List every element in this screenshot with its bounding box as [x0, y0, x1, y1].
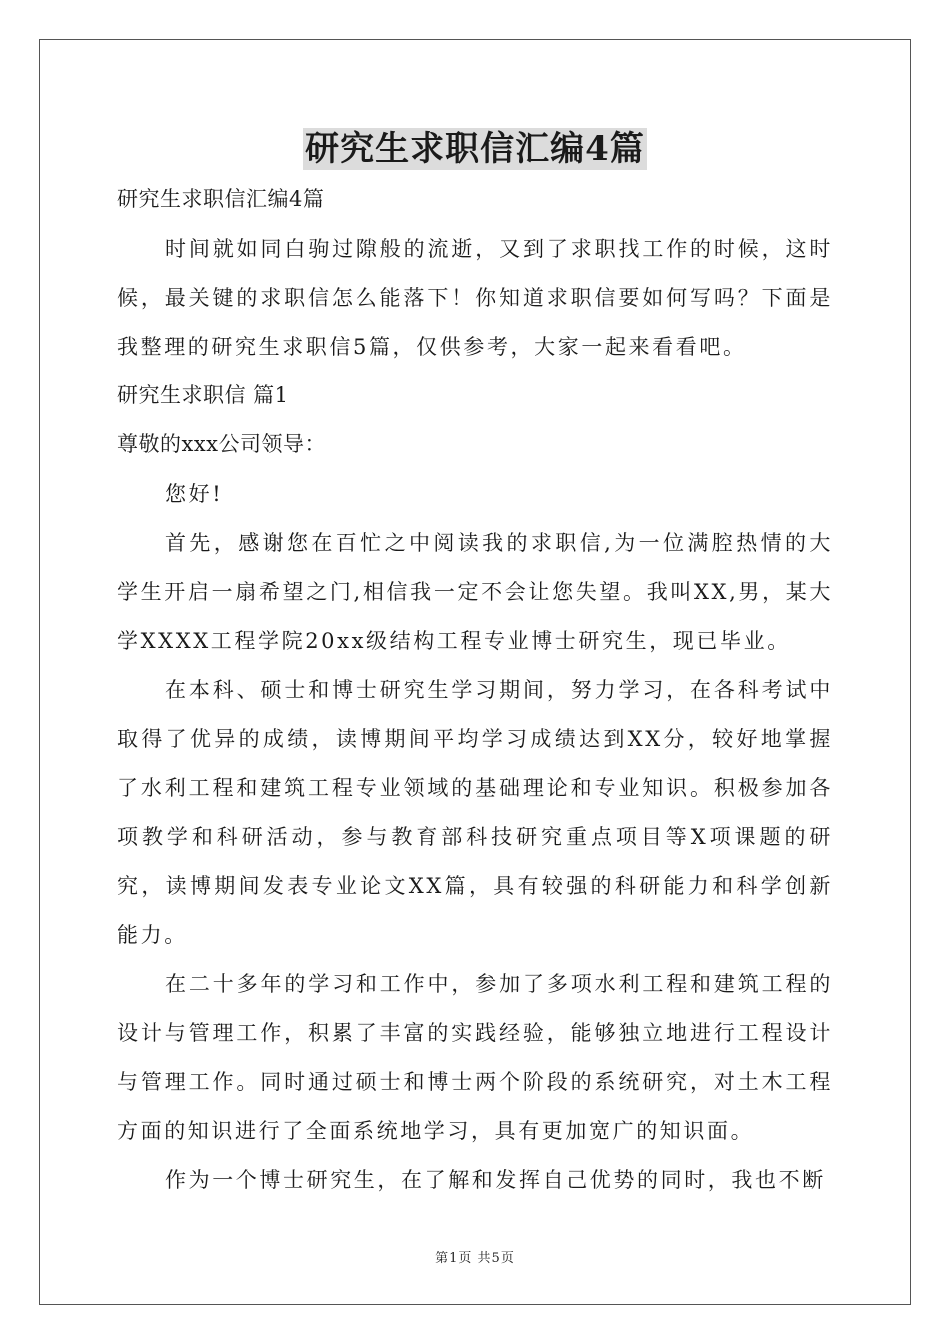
salutation: 尊敬的xxx公司领导： [117, 432, 327, 456]
body-paragraph: 在二十多年的学习和工作中，参加了多项水利工程和建筑工程的设计与管理工作，积累了丰富的实践经验，能够独立地进行工程设计与管理工作。同时通过硕士和博士两个阶段的系统研究，对土木工程方面的知识进行了全面系统地学习，具有更加宽广的知识面。 [117, 972, 833, 1143]
greeting: 您好! [165, 482, 224, 506]
title-area [0, 128, 950, 170]
page-title: 研究生求职信汇编4篇 [305, 129, 645, 169]
document-body [117, 180, 833, 1205]
page-number-footer: 第1页 共5页 [435, 1251, 515, 1266]
body-paragraph: 首先，感谢您在百忙之中阅读我的求职信,为一位满腔热情的大学生开启一扇希望之门,相信我一定不会让您失望。我叫XX,男，某大学XXXX工程学院20xx级结构工程专业博士研究生，现已毕业。 [117, 531, 833, 653]
body-paragraph: 作为一个博士研究生，在了解和发挥自己优势的同时，我也不断 [165, 1168, 826, 1192]
body-paragraph: 在本科、硕士和博士研究生学习期间，努力学习，在各科考试中取得了优异的成绩，读博期间平均学习成绩达到XX分，较好地掌握了水利工程和建筑工程专业领域的基础理论和专业知识。积极参加各项教学和科研活动，参与教育部科技研究重点项目等X项课题的研究，读博期间发表专业论文XX篇，具有较强的科研能力和科学创新能力。 [117, 678, 833, 947]
intro-paragraph: 时间就如同白驹过隙般的流逝，又到了求职找工作的时候，这时候，最关键的求职信怎么能落下！你知道求职信要如何写吗？下面是我整理的研究生求职信5篇，仅供参考，大家一起来看看吧。 [117, 237, 833, 359]
subtitle-line: 研究生求职信汇编4篇 [117, 187, 325, 211]
section-heading: 研究生求职信 篇1 [117, 383, 289, 407]
